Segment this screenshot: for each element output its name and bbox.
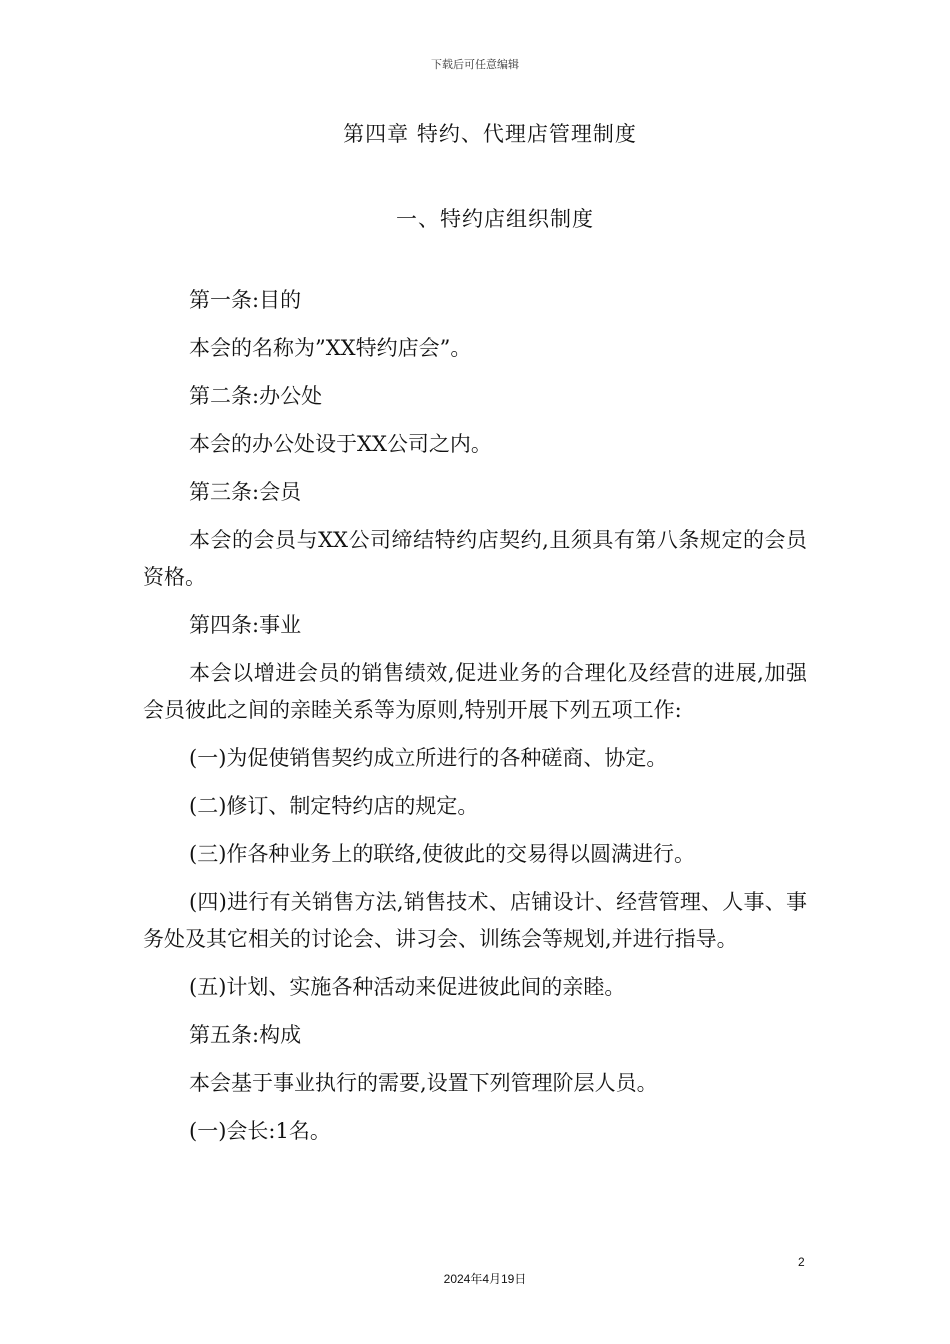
document-body xyxy=(143,282,807,1161)
article-3-text: 本会的会员与XX公司缔结特约店契约,且须具有第八条规定的会员资格。 xyxy=(143,528,807,589)
section-title: 一、特约店组织制度 xyxy=(396,207,594,231)
article-1-heading: 第一条:目的 xyxy=(189,288,302,312)
page-number: 2 xyxy=(798,1255,805,1269)
article-5-heading: 第五条:构成 xyxy=(189,1023,302,1047)
article-1-text: 本会的名称为”XX特约店会”。 xyxy=(189,336,472,360)
article-3-heading: 第三条:会员 xyxy=(189,480,302,504)
article-2-text: 本会的办公处设于XX公司之内。 xyxy=(189,432,492,456)
list-item: (三)作各种业务上的联络,使彼此的交易得以圆满进行。 xyxy=(189,842,696,866)
article-2-heading: 第二条:办公处 xyxy=(189,384,323,408)
footer-date: 2024年4月19日 xyxy=(443,1272,527,1286)
list-item: (五)计划、实施各种活动来促进彼此间的亲睦。 xyxy=(189,975,626,999)
header-note: 下载后可任意编辑 xyxy=(431,58,519,71)
article-4-heading: 第四条:事业 xyxy=(189,613,302,637)
article-4-text: 本会以增进会员的销售绩效,促进业务的合理化及经营的进展,加强会员彼此之间的亲睦关系等为原则,特别开展下列五项工作: xyxy=(143,661,807,722)
list-item: (四)进行有关销售方法,销售技术、店铺设计、经营管理、人事、事务处及其它相关的讨论会、讲习会、训练会等规划,并进行指导。 xyxy=(143,890,807,951)
list-item: (一)为促使销售契约成立所进行的各种磋商、协定。 xyxy=(189,746,668,770)
chapter-title: 第四章 特约、代理店管理制度 xyxy=(343,122,637,146)
article-5-text: 本会基于事业执行的需要,设置下列管理阶层人员。 xyxy=(189,1071,658,1095)
list-item: (一)会长:1名。 xyxy=(189,1119,331,1143)
list-item: (二)修订、制定特约店的规定。 xyxy=(189,794,479,818)
